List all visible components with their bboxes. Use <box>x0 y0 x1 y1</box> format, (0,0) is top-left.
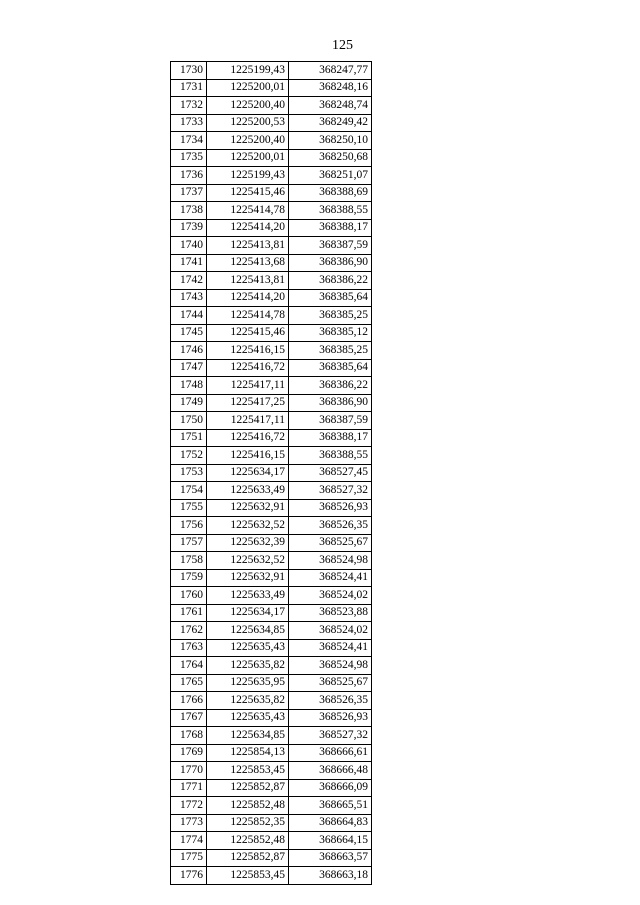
table-row <box>171 62 372 80</box>
y-coordinate-cell: 368388,17 <box>289 429 372 447</box>
table-row <box>171 464 372 482</box>
point-number-cell: 1734 <box>171 132 207 150</box>
point-number-cell: 1733 <box>171 114 207 132</box>
y-coordinate-cell: 368663,18 <box>289 867 372 885</box>
table-row <box>171 184 372 202</box>
point-number-cell: 1751 <box>171 429 207 447</box>
x-coordinate-cell: 1225635,43 <box>207 709 289 727</box>
y-coordinate-cell: 368247,77 <box>289 62 372 80</box>
table-row <box>171 552 372 570</box>
x-coordinate-cell: 1225416,15 <box>207 342 289 360</box>
point-number-cell: 1749 <box>171 394 207 412</box>
table-row <box>171 429 372 447</box>
point-number-cell: 1763 <box>171 639 207 657</box>
point-number-cell: 1740 <box>171 237 207 255</box>
point-number-cell: 1770 <box>171 762 207 780</box>
y-coordinate-cell: 368526,35 <box>289 517 372 535</box>
y-coordinate-cell: 368385,64 <box>289 289 372 307</box>
table-row <box>171 79 372 97</box>
table-row <box>171 377 372 395</box>
y-coordinate-cell: 368248,74 <box>289 97 372 115</box>
point-number-cell: 1750 <box>171 412 207 430</box>
table-row <box>171 359 372 377</box>
y-coordinate-cell: 368665,51 <box>289 797 372 815</box>
y-coordinate-cell: 368524,02 <box>289 622 372 640</box>
y-coordinate-cell: 368524,41 <box>289 569 372 587</box>
table-row <box>171 482 372 500</box>
x-coordinate-cell: 1225200,01 <box>207 149 289 167</box>
x-coordinate-cell: 1225633,49 <box>207 587 289 605</box>
table-row <box>171 167 372 185</box>
x-coordinate-cell: 1225632,91 <box>207 499 289 517</box>
point-number-cell: 1768 <box>171 727 207 745</box>
table-row <box>171 779 372 797</box>
x-coordinate-cell: 1225854,13 <box>207 744 289 762</box>
x-coordinate-cell: 1225414,20 <box>207 219 289 237</box>
x-coordinate-cell: 1225414,78 <box>207 307 289 325</box>
table-row <box>171 517 372 535</box>
y-coordinate-cell: 368386,22 <box>289 272 372 290</box>
x-coordinate-cell: 1225415,46 <box>207 324 289 342</box>
point-number-cell: 1773 <box>171 814 207 832</box>
x-coordinate-cell: 1225417,11 <box>207 412 289 430</box>
point-number-cell: 1775 <box>171 849 207 867</box>
y-coordinate-cell: 368664,83 <box>289 814 372 832</box>
x-coordinate-cell: 1225200,40 <box>207 97 289 115</box>
table-row <box>171 604 372 622</box>
x-coordinate-cell: 1225199,43 <box>207 167 289 185</box>
table-row <box>171 639 372 657</box>
point-number-cell: 1762 <box>171 622 207 640</box>
y-coordinate-cell: 368386,22 <box>289 377 372 395</box>
x-coordinate-cell: 1225634,17 <box>207 604 289 622</box>
x-coordinate-cell: 1225632,52 <box>207 517 289 535</box>
point-number-cell: 1759 <box>171 569 207 587</box>
point-number-cell: 1738 <box>171 202 207 220</box>
x-coordinate-cell: 1225635,43 <box>207 639 289 657</box>
x-coordinate-cell: 1225852,87 <box>207 849 289 867</box>
y-coordinate-cell: 368663,57 <box>289 849 372 867</box>
y-coordinate-cell: 368385,64 <box>289 359 372 377</box>
y-coordinate-cell: 368250,10 <box>289 132 372 150</box>
x-coordinate-cell: 1225635,82 <box>207 692 289 710</box>
point-number-cell: 1758 <box>171 552 207 570</box>
point-number-cell: 1739 <box>171 219 207 237</box>
table-row <box>171 762 372 780</box>
x-coordinate-cell: 1225416,15 <box>207 447 289 465</box>
point-number-cell: 1735 <box>171 149 207 167</box>
y-coordinate-cell: 368385,25 <box>289 307 372 325</box>
point-number-cell: 1772 <box>171 797 207 815</box>
table-row <box>171 797 372 815</box>
x-coordinate-cell: 1225853,45 <box>207 762 289 780</box>
y-coordinate-cell: 368387,59 <box>289 237 372 255</box>
table-row <box>171 394 372 412</box>
point-number-cell: 1748 <box>171 377 207 395</box>
table-row <box>171 657 372 675</box>
x-coordinate-cell: 1225632,39 <box>207 534 289 552</box>
table-row <box>171 814 372 832</box>
table-row <box>171 307 372 325</box>
y-coordinate-cell: 368524,98 <box>289 657 372 675</box>
coordinates-table-body <box>171 62 372 885</box>
y-coordinate-cell: 368526,35 <box>289 692 372 710</box>
table-row <box>171 499 372 517</box>
point-number-cell: 1760 <box>171 587 207 605</box>
point-number-cell: 1754 <box>171 482 207 500</box>
table-row <box>171 867 372 885</box>
x-coordinate-cell: 1225414,78 <box>207 202 289 220</box>
x-coordinate-cell: 1225416,72 <box>207 359 289 377</box>
point-number-cell: 1767 <box>171 709 207 727</box>
x-coordinate-cell: 1225417,11 <box>207 377 289 395</box>
x-coordinate-cell: 1225413,81 <box>207 237 289 255</box>
point-number-cell: 1747 <box>171 359 207 377</box>
point-number-cell: 1741 <box>171 254 207 272</box>
table-row <box>171 219 372 237</box>
y-coordinate-cell: 368664,15 <box>289 832 372 850</box>
y-coordinate-cell: 368251,07 <box>289 167 372 185</box>
y-coordinate-cell: 368524,02 <box>289 587 372 605</box>
x-coordinate-cell: 1225417,25 <box>207 394 289 412</box>
table-row <box>171 622 372 640</box>
table-row <box>171 569 372 587</box>
x-coordinate-cell: 1225635,82 <box>207 657 289 675</box>
table-row <box>171 744 372 762</box>
x-coordinate-cell: 1225199,43 <box>207 62 289 80</box>
point-number-cell: 1737 <box>171 184 207 202</box>
x-coordinate-cell: 1225634,85 <box>207 622 289 640</box>
table-row <box>171 534 372 552</box>
y-coordinate-cell: 368388,17 <box>289 219 372 237</box>
point-number-cell: 1766 <box>171 692 207 710</box>
table-row <box>171 849 372 867</box>
point-number-cell: 1742 <box>171 272 207 290</box>
y-coordinate-cell: 368248,16 <box>289 79 372 97</box>
point-number-cell: 1755 <box>171 499 207 517</box>
point-number-cell: 1736 <box>171 167 207 185</box>
y-coordinate-cell: 368666,61 <box>289 744 372 762</box>
point-number-cell: 1765 <box>171 674 207 692</box>
y-coordinate-cell: 368388,55 <box>289 202 372 220</box>
x-coordinate-cell: 1225634,85 <box>207 727 289 745</box>
x-coordinate-cell: 1225853,45 <box>207 867 289 885</box>
table-row <box>171 132 372 150</box>
x-coordinate-cell: 1225413,68 <box>207 254 289 272</box>
table-row <box>171 97 372 115</box>
y-coordinate-cell: 368527,32 <box>289 727 372 745</box>
y-coordinate-cell: 368385,12 <box>289 324 372 342</box>
x-coordinate-cell: 1225852,35 <box>207 814 289 832</box>
x-coordinate-cell: 1225200,40 <box>207 132 289 150</box>
point-number-cell: 1761 <box>171 604 207 622</box>
y-coordinate-cell: 368250,68 <box>289 149 372 167</box>
point-number-cell: 1776 <box>171 867 207 885</box>
y-coordinate-cell: 368524,41 <box>289 639 372 657</box>
y-coordinate-cell: 368527,45 <box>289 464 372 482</box>
y-coordinate-cell: 368525,67 <box>289 534 372 552</box>
y-coordinate-cell: 368524,98 <box>289 552 372 570</box>
point-number-cell: 1752 <box>171 447 207 465</box>
x-coordinate-cell: 1225413,81 <box>207 272 289 290</box>
point-number-cell: 1744 <box>171 307 207 325</box>
y-coordinate-cell: 368523,88 <box>289 604 372 622</box>
y-coordinate-cell: 368526,93 <box>289 709 372 727</box>
point-number-cell: 1774 <box>171 832 207 850</box>
point-number-cell: 1732 <box>171 97 207 115</box>
x-coordinate-cell: 1225414,20 <box>207 289 289 307</box>
table-row <box>171 727 372 745</box>
y-coordinate-cell: 368526,93 <box>289 499 372 517</box>
table-row <box>171 342 372 360</box>
x-coordinate-cell: 1225633,49 <box>207 482 289 500</box>
y-coordinate-cell: 368387,59 <box>289 412 372 430</box>
x-coordinate-cell: 1225200,01 <box>207 79 289 97</box>
y-coordinate-cell: 368525,67 <box>289 674 372 692</box>
x-coordinate-cell: 1225852,48 <box>207 832 289 850</box>
table-row <box>171 149 372 167</box>
x-coordinate-cell: 1225200,53 <box>207 114 289 132</box>
table-row <box>171 832 372 850</box>
table-row <box>171 412 372 430</box>
x-coordinate-cell: 1225634,17 <box>207 464 289 482</box>
x-coordinate-cell: 1225852,87 <box>207 779 289 797</box>
table-row <box>171 202 372 220</box>
x-coordinate-cell: 1225416,72 <box>207 429 289 447</box>
y-coordinate-cell: 368386,90 <box>289 394 372 412</box>
point-number-cell: 1771 <box>171 779 207 797</box>
x-coordinate-cell: 1225632,52 <box>207 552 289 570</box>
y-coordinate-cell: 368527,32 <box>289 482 372 500</box>
y-coordinate-cell: 368388,55 <box>289 447 372 465</box>
x-coordinate-cell: 1225415,46 <box>207 184 289 202</box>
point-number-cell: 1746 <box>171 342 207 360</box>
x-coordinate-cell: 1225632,91 <box>207 569 289 587</box>
point-number-cell: 1743 <box>171 289 207 307</box>
x-coordinate-cell: 1225852,48 <box>207 797 289 815</box>
table-row <box>171 674 372 692</box>
coordinates-table <box>170 61 372 885</box>
x-coordinate-cell: 1225635,95 <box>207 674 289 692</box>
point-number-cell: 1756 <box>171 517 207 535</box>
y-coordinate-cell: 368249,42 <box>289 114 372 132</box>
point-number-cell: 1764 <box>171 657 207 675</box>
point-number-cell: 1753 <box>171 464 207 482</box>
y-coordinate-cell: 368666,48 <box>289 762 372 780</box>
table-row <box>171 237 372 255</box>
y-coordinate-cell: 368666,09 <box>289 779 372 797</box>
page-number: 125 <box>332 38 353 53</box>
point-number-cell: 1757 <box>171 534 207 552</box>
y-coordinate-cell: 368388,69 <box>289 184 372 202</box>
point-number-cell: 1730 <box>171 62 207 80</box>
table-row <box>171 289 372 307</box>
table-row <box>171 254 372 272</box>
table-row <box>171 709 372 727</box>
point-number-cell: 1731 <box>171 79 207 97</box>
point-number-cell: 1769 <box>171 744 207 762</box>
table-row <box>171 587 372 605</box>
y-coordinate-cell: 368386,90 <box>289 254 372 272</box>
table-row <box>171 114 372 132</box>
table-row <box>171 692 372 710</box>
y-coordinate-cell: 368385,25 <box>289 342 372 360</box>
table-row <box>171 447 372 465</box>
point-number-cell: 1745 <box>171 324 207 342</box>
table-row <box>171 272 372 290</box>
table-row <box>171 324 372 342</box>
